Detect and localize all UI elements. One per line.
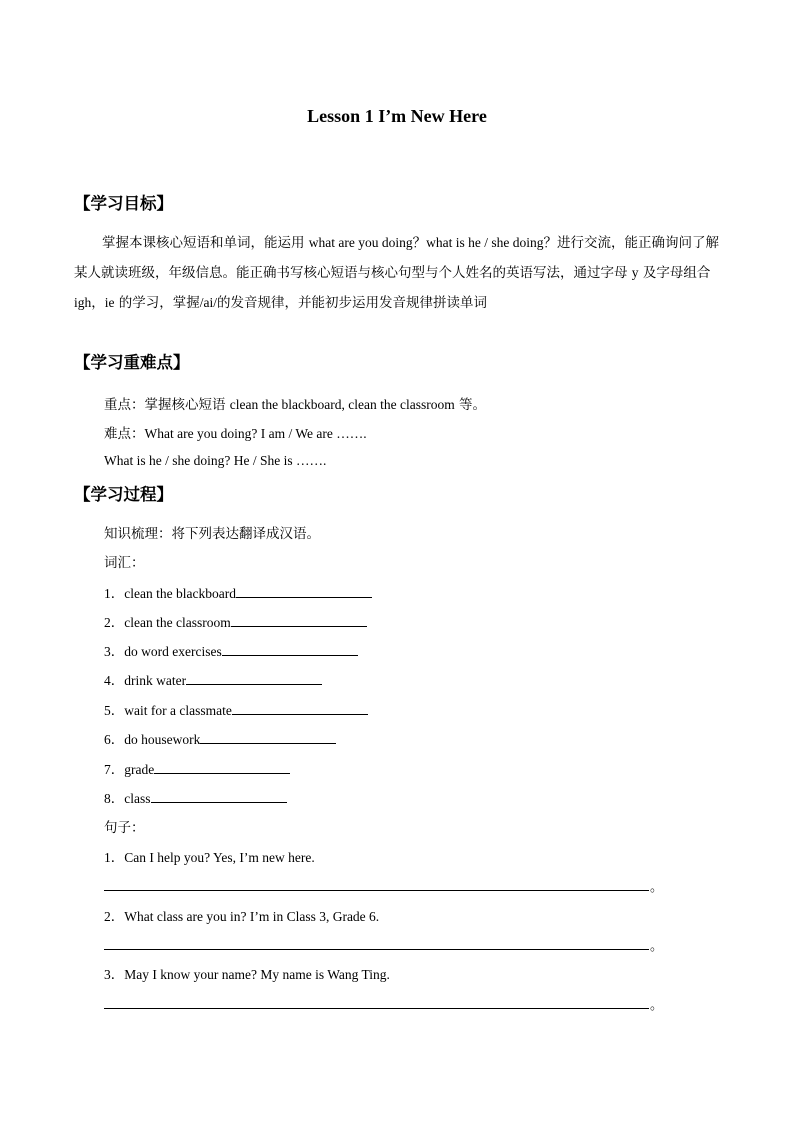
vocab-text: 3．do word exercises [104,644,222,659]
answer-line[interactable] [104,889,649,891]
vocab-item [104,699,368,719]
vocab-item [104,582,372,602]
answer-blank[interactable] [232,702,368,715]
sentence-item: 2．What class are you in? I’m in Class 3, Grade 6. [104,909,380,924]
vocab-text: 1．clean the blackboard [104,586,236,601]
goals-text-part: 的学习，掌握 [114,295,200,311]
goals-text-part: /ai/ [199,295,218,310]
difficulty-sentence-1: What are you doing? I am / We are ……. [144,426,367,441]
goals-text-part: 掌握本课核心短语和单词，能运用 [102,235,309,251]
end-mark: 。 [650,939,664,954]
page-title: Lesson 1 I’m New Here [307,106,487,126]
answer-blank[interactable] [236,585,372,598]
vocab-text: 2．clean the classroom [104,615,231,630]
goals-text-part: 及字母组合 [638,265,711,281]
end-mark: 。 [650,998,664,1013]
process-intro-text: 知识梳理：将下列表达翻译成汉语。 [104,526,320,542]
vocab-text: 7．grade [104,762,155,777]
goals-text-part: what are you doing？what is he / she doing？ [308,235,558,250]
vocab-text: 5．wait for a classmate [104,703,232,718]
vocab-item [104,640,358,660]
answer-line[interactable] [104,948,649,950]
sentence-item: 3．May I know your name? My name is Wang Ting. [104,967,390,982]
goals-text-part: y [631,265,639,280]
vocab-text: 6．do housework [104,732,201,747]
goals-text [74,228,724,318]
answer-blank[interactable] [222,643,358,656]
focus-phrases: clean the blackboard, clean the classroom [229,397,455,412]
focus-label: 重点：掌握核心短语 [104,397,230,413]
difficulty-label: 难点： [104,426,145,442]
vocab-item [104,611,367,631]
process-heading: 【学习过程】 [74,485,173,504]
sentence-label-text: 句子： [104,820,145,836]
sentence-item: 1．Can I help you? Yes, I’m new here. [104,850,315,865]
goals-heading: 【学习目标】 [74,194,173,213]
end-mark: 。 [650,880,664,895]
difficulty-sentence-2: What is he / she doing? He / She is ……. [104,453,327,468]
vocab-label [104,551,145,571]
vocab-item [104,669,322,689]
vocab-item [104,758,290,778]
answer-blank[interactable] [186,672,322,685]
answer-blank[interactable] [200,731,336,744]
vocab-text: 8．class [104,791,151,806]
vocab-label-text: 词汇： [104,555,145,571]
goals-text-part: 的发音规律，并能初步运用发音规律拼读单词 [217,295,488,311]
answer-line[interactable] [104,1007,649,1009]
answer-blank[interactable] [154,761,290,774]
vocab-text: 4．drink water [104,673,187,688]
keypoints-heading: 【学习重难点】 [74,353,190,372]
answer-blank[interactable] [151,790,287,803]
vocab-item [104,728,336,748]
focus-tail: 等。 [454,397,486,413]
process-intro [104,522,320,542]
vocab-item [104,787,287,807]
sentence-label [104,816,145,836]
answer-blank[interactable] [231,614,367,627]
goals-text-part: 进行交流，能正确询问了解某人就读班级，年级信息。能正确书写核心短语与核心句型与个人姓名的英语写法，通过字母 [74,235,720,281]
difficulty-line [104,422,367,442]
goals-text-part: igh，ie [74,295,115,310]
focus-line [104,393,486,413]
